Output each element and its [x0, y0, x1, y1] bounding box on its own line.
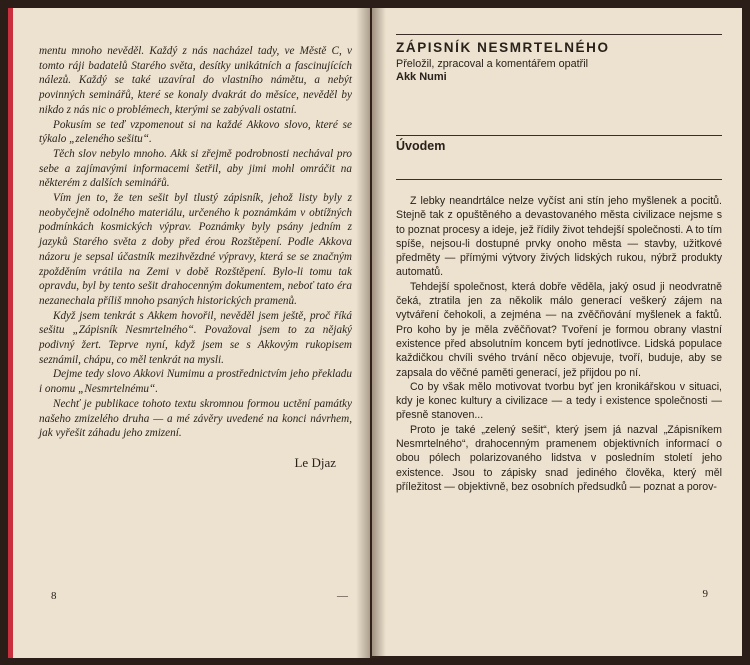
- left-paragraph: Nechť je publikace tohoto textu skromnou formou uctění památky našeho zmizelého druha — a mé závěry uvedené na konci návrhem, jak vyřešit záhadu jeho zmizení.: [39, 397, 352, 440]
- section-rule-bottom: [396, 179, 722, 180]
- right-paragraph: Tehdejší společnost, která dobře věděla, jaký osud ji neodvratně čeká, ztratila jen za několik málo generací veškerý zájem na vytváření čehokoli, a zejména — na zvěčňování myšlenek a faktů. Pro koho by je měla zvěčňovat? Tvoření je formou obrany vlastní existence před absolutním koncem bytí jednotlivce. Lidská populace každičkou chvíli svého trvání něco objevuje, tvoří, buduje, aby se zapsala do věčné paměti generací, jež přijdou po ní.: [396, 280, 722, 379]
- right-page: [372, 8, 742, 656]
- translator-credit: Přeložil, zpracoval a komentářem opatřil: [396, 58, 589, 70]
- page-number-right: 9: [702, 588, 708, 600]
- left-page: [8, 8, 370, 658]
- page-dash: —: [337, 590, 348, 602]
- left-paragraph: Těch slov nebylo mnoho. Akk si zřejmě podrobnosti nechával pro sebe a zajímavými informacemi šetřil, aby jimi mohl omráčit na některém z dalších seminářů.: [39, 147, 352, 190]
- left-paragraph: Dejme tedy slovo Akkovi Numimu a prostřednictvím jeho překladu i onomu „Nesmrtelnému“.: [39, 368, 352, 396]
- right-paragraph: Proto je také „zelený sešit“, který jsem já nazval „Zápisníkem Nesmrtelného“, drahocenným pramenem objektivních informací o obou pólech polarizovaného lidstva v posledním století jeho existence. Jsou to zápisky snad jediného člověka, který měl příležitost — objektivně, bez osobních předsudků — poznat a porov-: [396, 423, 722, 493]
- chapter-title: ZÁPISNÍK NESMRTELNÉHO: [396, 40, 610, 55]
- author-name: Akk Numi: [396, 71, 447, 83]
- left-paragraph: mentu mnoho nevěděl. Každý z nás nacházel tady, ve Městě C, v tomto ráji badatelů Starého světa, desítky unikátních a fascinujících nálezů. Každý se také uzavíral do vlastního námětu, a nebýt povinných seminářů, které se konaly dvakrát do měsíce, nevěděl by nikdo z nás nic o problémech, kterými se zabývali ostatní.: [39, 45, 352, 116]
- book-gutter: [356, 8, 386, 658]
- left-page-text: [39, 44, 352, 471]
- spacer: [396, 83, 722, 135]
- signature: Le Djaz: [294, 454, 336, 470]
- title-rule: [396, 34, 722, 35]
- left-paragraph: Vím jen to, že ten sešit byl tlustý zápisník, jehož listy byly z neobyčejně odolného materiálu, určeného k poznámkám v obtížných podmínkách kosmických výprav. Poznámky byly psány jedním z jazyků Starého světa z doby před érou Rozštěpení. Podle Akkova názoru je sepsal účastník mezihvězdné výpravy, která se se značným zpožděním vrátila na Zemi v době Rozštěpení. Bylo-li tomu tak opravdu, byl by tento sešit drahocenným dokumentem, neboť tato éra nezanechala příliš mnoho psaných historických pramenů.: [39, 192, 352, 307]
- right-page-text: [396, 194, 722, 494]
- left-paragraph: Pokusím se teď vzpomenout si na každé Akkovo slovo, které se týkalo „zeleného sešitu“.: [39, 118, 352, 146]
- left-paragraph: Když jsem tenkrát s Akkem hovořil, nevěděl jsem ještě, proč říká sešitu „Zápisník Nesmrtelného“. Považoval jsem to za nějaký podivný žert. Teprve nyní, když jsem se s Akkovým rukopisem seznámil, chápu, co měl tenkrát na mysli.: [39, 309, 352, 366]
- right-paragraph: Z lebky neandrtálce nelze vyčíst ani stín jeho myšlenek a pocitů. Stejně tak z opuštěného a devastovaného města civilizace nejsme s to poznat procesy a ideje, jež řídily život tehdejší společnosti. A to tím spíše, nejsou-li dostupné prvky onoho města — stavby, užitkové předměty — přímými výtvory živých lidských rukou, nýbrž produkty automatů.: [396, 195, 722, 279]
- spacer: [396, 163, 722, 179]
- section-heading: Úvodem: [396, 139, 446, 153]
- right-paragraph: Co by však mělo motivovat tvorbu byť jen kronikářskou v situaci, kdy je konec kultury a civilizace — a tedy i existence společnosti — přesně stanoven...: [396, 380, 722, 422]
- page-number-left: 8: [51, 590, 57, 602]
- section-rule-top: [396, 135, 722, 136]
